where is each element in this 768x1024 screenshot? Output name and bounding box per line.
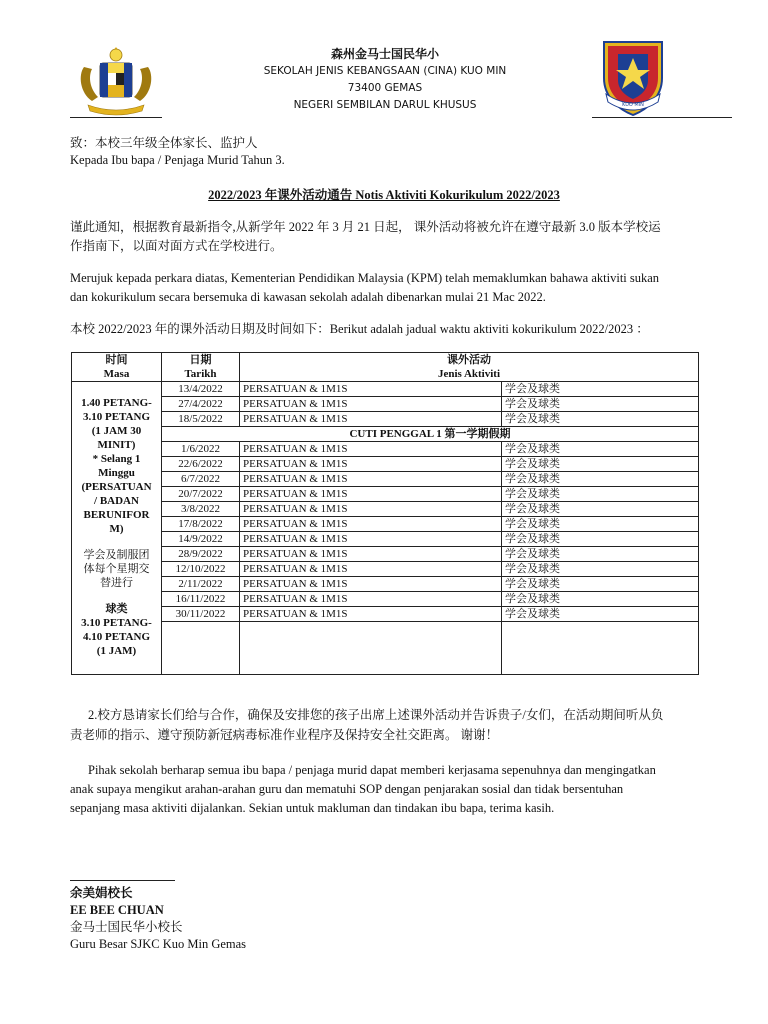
row-type: 学会及球类 [502,517,699,532]
table-row [72,592,699,607]
school-badge-icon [598,38,668,116]
row-type: 学会及球类 [502,397,699,412]
notice-title: 2022/2023 年课外活动通告 Notis Aktiviti Kokurikulum 2022/2023 [208,188,560,202]
row-date: 12/10/2022 [162,562,240,577]
letterhead [190,46,580,114]
row-type: 学会及球类 [502,382,699,397]
row-date: 20/7/2022 [162,487,240,502]
row-activity: PERSATUAN & 1M1S [240,592,502,607]
schedule-table [71,352,699,675]
table-row [72,532,699,547]
recipient-my: Kepada Ibu bapa / Penjaga Murid Tahun 3. [70,153,285,167]
empty-cell [240,622,502,675]
row-type: 学会及球类 [502,547,699,562]
coat-of-arms-icon [70,45,162,117]
row-type: 学会及球类 [502,592,699,607]
table-row [72,487,699,502]
table-row-empty [72,622,699,675]
postcode: 73400 GEMAS [347,82,423,94]
paragraph-2-line-2: dan kokurikulum secara bersemuka di kawasan sekolah adalah dibenarkan mulai 21 Mac 2022. [70,290,546,304]
table-row [72,517,699,532]
paragraph-4-line-1: 2.校方恳请家长们给与合作，确保及安排您的孩子出席上述课外活动并告诉贵子/女们，在活动期间听从负 [88,708,664,722]
table-row [72,502,699,517]
row-date: 17/8/2022 [162,517,240,532]
state: NEGERI SEMBILAN DARUL KHUSUS [293,99,477,111]
svg-text:KUO MIN: KUO MIN [622,102,644,108]
empty-cell [162,622,240,675]
row-activity: PERSATUAN & 1M1S [240,607,502,622]
row-activity: PERSATUAN & 1M1S [240,442,502,457]
paragraph-1-line-1: 谨此通知，根据教育最新指令,从新学年 2022 年 3 月 21 日起， 课外活动将被允许在遵守最新 3.0 版本学校运 [70,220,661,234]
row-activity: PERSATUAN & 1M1S [240,517,502,532]
row-activity: PERSATUAN & 1M1S [240,577,502,592]
paragraph-5-line-1: Pihak sekolah berharap semua ibu bapa / penjaga murid dapat memberi kerjasama sepenuhnya dan mengingatkan [88,763,656,777]
row-activity: PERSATUAN & 1M1S [240,547,502,562]
row-activity: PERSATUAN & 1M1S [240,487,502,502]
header-jenis: 课外活动 Jenis Aktiviti [240,353,699,382]
table-row [72,577,699,592]
row-type: 学会及球类 [502,532,699,547]
row-activity: PERSATUAN & 1M1S [240,472,502,487]
row-date: 18/5/2022 [162,412,240,427]
row-date: 14/9/2022 [162,532,240,547]
row-date: 2/11/2022 [162,577,240,592]
row-date: 28/9/2022 [162,547,240,562]
signatory-name: EE BEE CHUAN [70,903,164,917]
table-header-row [72,353,699,382]
signature-line [70,880,175,881]
row-type: 学会及球类 [502,607,699,622]
signatory-name-cn: 余美娟校长 [70,886,133,900]
row-date: 27/4/2022 [162,397,240,412]
row-activity: PERSATUAN & 1M1S [240,502,502,517]
row-date: 30/11/2022 [162,607,240,622]
table-row [72,547,699,562]
school-name-cn: 森州金马士国民华小 [330,47,439,61]
row-type: 学会及球类 [502,442,699,457]
left-rule [70,117,162,118]
table-row [72,382,699,397]
right-rule [592,117,732,118]
paragraph-4-line-2: 责老师的指示、遵守预防新冠病毒标准作业程序及保持安全社交距离。 谢谢！ [70,728,499,742]
row-date: 6/7/2022 [162,472,240,487]
row-activity: PERSATUAN & 1M1S [240,532,502,547]
school-name: SEKOLAH JENIS KEBANGSAAN (CINA) KUO MIN [263,65,507,77]
row-type: 学会及球类 [502,487,699,502]
row-activity: PERSATUAN & 1M1S [240,412,502,427]
signatory-title: Guru Besar SJKC Kuo Min Gemas [70,937,247,951]
holiday-row [72,427,699,442]
empty-cell [502,622,699,675]
row-date: 16/11/2022 [162,592,240,607]
table-row [72,412,699,427]
row-date: 1/6/2022 [162,442,240,457]
row-type: 学会及球类 [502,457,699,472]
paragraph-2-line-1: Merujuk kepada perkara diatas, Kementerian Pendidikan Malaysia (KPM) telah memaklumkan bahawa aktiviti sukan [70,271,660,285]
paragraph-5-line-2: anak supaya mengikut arahan-arahan guru dan mematuhi SOP dengan penjarakan sosial dan tidak bersentuhan [70,782,624,796]
header-masa: 时间 Masa [72,353,162,382]
row-date: 3/8/2022 [162,502,240,517]
masa-cell: 1.40 PETANG- 3.10 PETANG (1 JAM 30 MINIT) * Selang 1 Minggu (PERSATUAN / BADAN BERUNIFOR M) 学会及制服团 体每个星期交 替进行 球类 3.10 PETANG- 4.10 PETANG (1 JAM) [72,382,162,675]
paragraph-5-line-3: sepanjang masa aktiviti dijalankan. Sekian untuk makluman dan tindakan ibu bapa, terima kasih. [70,801,555,815]
holiday-label: CUTI PENGGAL 1 第一学期假期 [162,427,699,442]
table-row [72,397,699,412]
row-activity: PERSATUAN & 1M1S [240,397,502,412]
row-type: 学会及球类 [502,472,699,487]
table-row [72,562,699,577]
row-activity: PERSATUAN & 1M1S [240,562,502,577]
signatory-title-cn: 金马士国民华小校长 [70,920,183,934]
paragraph-3: 本校 2022/2023 年的课外活动日期及时间如下：Berikut adalah jadual waktu aktiviti kokurikulum 2022/2023 ： [70,322,649,336]
table-row [72,607,699,622]
header-tarikh: 日期 Tarikh [162,353,240,382]
row-activity: PERSATUAN & 1M1S [240,457,502,472]
table-row [72,442,699,457]
row-date: 22/6/2022 [162,457,240,472]
table-row [72,472,699,487]
row-date: 13/4/2022 [162,382,240,397]
row-type: 学会及球类 [502,502,699,517]
row-type: 学会及球类 [502,562,699,577]
table-row [72,457,699,472]
row-type: 学会及球类 [502,577,699,592]
row-type: 学会及球类 [502,412,699,427]
paragraph-1-line-2: 作指南下，以面对面方式在学校进行。 [70,239,283,253]
recipient-cn: 致：本校三年级全体家长、监护人 [70,136,258,150]
row-activity: PERSATUAN & 1M1S [240,382,502,397]
